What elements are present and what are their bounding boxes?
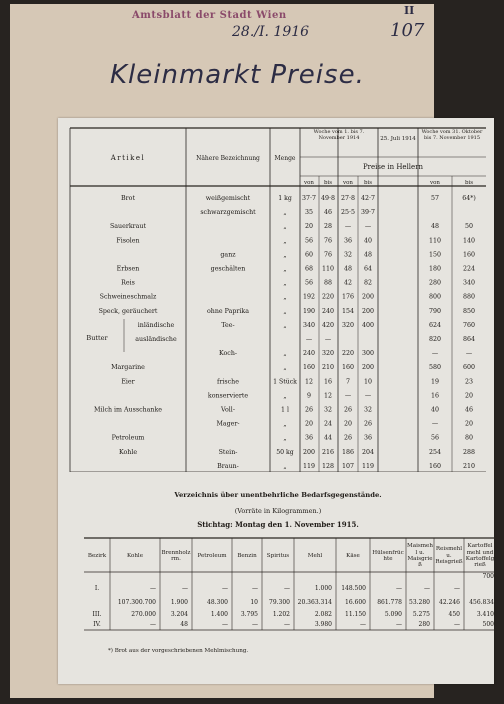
stock-header-label: Benzin — [237, 552, 257, 559]
stock-date: Stichtag: Montag den 1. November 1915. — [197, 520, 359, 529]
stock-cell: 280 — [418, 621, 430, 628]
stock-header-label: Käse — [346, 552, 360, 559]
price-cell: 790 — [428, 307, 442, 315]
stock-cell: — — [150, 621, 156, 628]
period-1-header: Woche vom 1. bis 7. November 1914 — [313, 129, 365, 141]
row-artikel: Sauerkraut — [109, 223, 147, 231]
price-cell: 320 — [341, 321, 355, 329]
col-naehere-header: Nähere Bezeichnung — [196, 155, 260, 162]
price-cell: 186 — [341, 448, 355, 456]
row-artikel: Erbsen — [116, 265, 140, 273]
price-cell: 32 — [323, 406, 333, 414]
price-rows — [94, 195, 476, 470]
price-cell: 40 — [363, 237, 373, 245]
handwritten-date: 28./I. 1916 — [232, 24, 310, 40]
row-bezeichnung: Koch- — [218, 350, 238, 358]
archive-stamp: Amtsblatt der Stadt Wien — [132, 10, 287, 21]
price-cell: 48 — [430, 223, 440, 231]
price-cell: 340 — [302, 321, 316, 329]
stock-header-label: Petroleum — [197, 552, 227, 559]
price-cell: 192 — [302, 293, 316, 301]
stock-cell: 1.202 — [272, 611, 290, 618]
price-cell: 12 — [304, 378, 314, 386]
stock-cell-bezirk: III. — [92, 611, 102, 618]
price-cell: 119 — [361, 462, 375, 470]
stock-cell: — — [454, 621, 460, 628]
stock-cell: 107.300.700 — [117, 599, 156, 606]
price-cell: 154 — [341, 307, 355, 315]
row-bezeichnung: Voll- — [221, 406, 235, 414]
price-cell: 210 — [462, 462, 476, 470]
price-cell: 400 — [361, 321, 375, 329]
price-cell: 300 — [361, 350, 375, 358]
price-cell: 220 — [321, 293, 335, 301]
price-cell: 600 — [462, 364, 476, 372]
price-cell: 224 — [462, 265, 476, 273]
price-cell: 288 — [462, 448, 476, 456]
stock-cell: 500 — [482, 621, 494, 628]
price-cell: 280 — [428, 279, 442, 287]
row-artikel: Schweineschmalz — [99, 293, 157, 301]
price-cell: — — [364, 223, 372, 231]
row-menge: 50 kg — [276, 448, 294, 456]
preise-header: Preise in Hellern — [362, 163, 424, 171]
stock-cell: — — [360, 621, 366, 628]
von-bis-headers — [303, 180, 473, 186]
row-menge: „ — [283, 462, 287, 470]
stock-header-cell — [161, 540, 191, 572]
bis-header: bis — [464, 180, 474, 186]
row-menge: „ — [283, 364, 287, 372]
price-cell: 76 — [323, 237, 333, 245]
price-cell: 220 — [341, 350, 355, 358]
butter-label: Butter — [86, 334, 108, 342]
row-menge: „ — [283, 321, 287, 329]
col-artikel-header: Artikel — [110, 154, 146, 162]
price-cell: 60 — [304, 251, 314, 259]
stock-cell: 3.980 — [314, 621, 332, 628]
stock-header-label: Spiritus — [266, 552, 290, 559]
stock-cell: 53.280 — [409, 599, 430, 606]
row-bezeichnung: schwarzgemischt — [200, 209, 256, 217]
row-artikel: Reis — [121, 279, 135, 287]
stock-cell: 270.000 — [131, 611, 156, 618]
price-cell: 25·5 — [340, 209, 356, 217]
row-menge: „ — [283, 237, 287, 245]
stock-cell: 20.363.314 — [297, 599, 332, 606]
price-cell: 64 — [363, 265, 373, 273]
price-cell: 48 — [363, 251, 373, 259]
row-menge: „ — [283, 265, 287, 273]
price-cell: 254 — [428, 448, 442, 456]
stock-header-label: Kartoffelmehl und Kartoffelgrieß — [465, 543, 495, 569]
footnote: *) Brot aus der vorgeschriebenen Mehlmischung. — [108, 648, 249, 654]
price-cell: 128 — [321, 462, 335, 470]
price-cell: 150 — [428, 251, 442, 259]
row-artikel: Kohle — [118, 448, 138, 456]
row-bezeichnung: frische — [217, 378, 239, 386]
stock-header-cell — [435, 540, 463, 572]
price-cell: 82 — [363, 279, 373, 287]
stock-cell: — — [222, 621, 228, 628]
price-cell: 80 — [464, 434, 474, 442]
price-cell: 42 — [343, 279, 353, 287]
row-artikel: Margarine — [111, 364, 145, 372]
price-cell: 850 — [462, 307, 476, 315]
price-cell: 20 — [304, 223, 314, 231]
price-cell: 160 — [341, 364, 355, 372]
period-3-header: Woche vom 31. Oktober bis 7. November 1915 — [421, 129, 483, 141]
stock-cell: 450 — [448, 611, 460, 618]
row-bezeichnung: konservierte — [207, 392, 249, 400]
price-cell: 88 — [323, 279, 333, 287]
stock-header-cell — [407, 540, 433, 572]
price-cell: 36 — [363, 434, 373, 442]
stock-cell: — — [424, 585, 430, 592]
price-cell: 35 — [304, 209, 314, 217]
price-cell: 32 — [363, 406, 373, 414]
stock-header-cell — [111, 540, 159, 572]
stock-cell: — — [396, 585, 402, 592]
row-artikel: Eier — [121, 378, 135, 386]
stock-cell: — — [454, 585, 460, 592]
stock-cell: 148.500 — [341, 585, 366, 592]
price-cell: 240 — [302, 350, 316, 358]
price-cell: 20 — [464, 420, 474, 428]
stock-cell: 1.000 — [314, 585, 332, 592]
price-cell: 200 — [361, 293, 375, 301]
price-cell: 200 — [361, 307, 375, 315]
price-cell: — — [344, 223, 352, 231]
price-cell: — — [305, 336, 313, 343]
stock-header-cell — [371, 540, 405, 572]
price-cell: 160 — [462, 251, 476, 259]
von-header: von — [304, 180, 314, 186]
price-cell: 107 — [341, 462, 355, 470]
price-cell: 24 — [323, 420, 333, 428]
stock-cell: 48.300 — [207, 599, 228, 606]
row-menge: „ — [283, 350, 287, 358]
row-bezeichnung: Mager- — [216, 420, 240, 428]
row-menge: „ — [283, 293, 287, 301]
stock-cell: — — [150, 585, 156, 592]
price-cell: 26 — [363, 420, 373, 428]
price-cell: 240 — [321, 307, 335, 315]
price-cell: 56 — [304, 237, 314, 245]
price-cell: 10 — [363, 378, 373, 386]
stock-cell: — — [284, 585, 290, 592]
stock-cell: 3.795 — [240, 611, 258, 618]
price-cell: 110 — [428, 237, 442, 245]
price-cell: 36 — [343, 237, 353, 245]
stock-headers — [85, 540, 495, 572]
stock-cell: 700 — [482, 573, 494, 580]
row-menge: „ — [283, 434, 287, 442]
stock-cell: 1.400 — [210, 611, 228, 618]
price-cell: 216 — [321, 448, 335, 456]
row-artikel: Speck, geräuchert — [98, 307, 158, 315]
row-menge: „ — [283, 307, 287, 315]
price-cell: 39·7 — [360, 209, 376, 217]
price-cell: 210 — [321, 364, 335, 372]
price-cell: 26 — [343, 434, 353, 442]
price-cell: 160 — [428, 462, 442, 470]
stock-cell: 48 — [180, 621, 188, 628]
price-cell: 16 — [323, 378, 333, 386]
von-header: von — [430, 180, 440, 186]
stock-header-label: Hülsenfrüchte — [372, 549, 404, 562]
stock-cell: — — [252, 621, 258, 628]
stock-cell: 2.082 — [314, 611, 332, 618]
price-cell: 64*) — [462, 195, 476, 202]
price-cell: 200 — [361, 364, 375, 372]
price-cell: 46 — [464, 406, 474, 414]
bis-header: bis — [363, 180, 373, 186]
price-cell: 119 — [302, 462, 316, 470]
stock-header-cell — [337, 540, 369, 572]
price-cell: 160 — [302, 364, 316, 372]
price-cell: 26 — [343, 406, 353, 414]
price-cell: 40 — [430, 406, 440, 414]
row-menge: „ — [283, 223, 287, 231]
stock-header-cell — [233, 540, 261, 572]
price-cell: 36 — [304, 434, 314, 442]
stock-cell: 42.246 — [439, 599, 460, 606]
stock-header-label: Maismehl u. Maisgrieß — [407, 543, 433, 569]
price-cell: — — [431, 420, 439, 428]
row-bezeichnung: Braun- — [217, 462, 239, 470]
stock-header-label: Brennholz rm. — [161, 549, 191, 562]
price-cell: 44 — [323, 434, 333, 442]
stock-cell-bezirk: I. — [94, 585, 100, 592]
stock-cell: 10 — [250, 599, 258, 606]
stock-cell: 79.300 — [269, 599, 290, 606]
stock-header-cell — [295, 540, 335, 572]
von-header: von — [343, 180, 353, 186]
stock-header-label: Mehl — [307, 552, 323, 559]
price-cell: 48 — [343, 265, 353, 273]
row-bezeichnung: Stein- — [218, 448, 238, 456]
stock-cell: 16.600 — [345, 599, 366, 606]
stock-cell: 456.834 — [469, 599, 494, 606]
price-cell: 340 — [462, 279, 476, 287]
col-menge-header: Menge — [274, 155, 296, 162]
stock-header-cell — [193, 540, 231, 572]
price-cell: 320 — [321, 350, 335, 358]
stock-header-cell — [263, 540, 293, 572]
price-cell: 27·8 — [340, 195, 356, 202]
stock-cell: — — [182, 585, 188, 592]
row-artikel: Brot — [121, 195, 135, 202]
stock-header-label: Reismehl u. Reisgrieß — [435, 546, 463, 566]
stock-cell: 11.150 — [345, 611, 366, 618]
price-cell: 49·8 — [320, 195, 336, 202]
price-cell: 760 — [462, 321, 476, 329]
price-cell: 580 — [428, 364, 442, 372]
price-cell: 624 — [428, 321, 442, 329]
row-menge: 1 Stück — [273, 378, 297, 386]
price-cell: 23 — [464, 378, 474, 386]
row-bezeichnung: Tee- — [221, 321, 235, 329]
stock-cell: — — [222, 585, 228, 592]
row-artikel: Milch im Ausschanke — [93, 406, 163, 414]
stock-table — [84, 534, 496, 642]
price-cell: 820 — [428, 336, 442, 343]
price-cell: 26 — [304, 406, 314, 414]
price-cell: 110 — [321, 265, 335, 273]
price-cell: 420 — [321, 321, 335, 329]
stock-cell: — — [284, 621, 290, 628]
stock-cell: 861.778 — [377, 599, 402, 606]
price-cell: 56 — [304, 279, 314, 287]
period-2-header: 25. Juli 1914 — [380, 136, 416, 142]
row-menge: „ — [283, 279, 287, 287]
price-cell: 57 — [430, 195, 440, 202]
row-artikel: Fisolen — [116, 237, 140, 245]
stock-header-label: Bezirk — [87, 552, 107, 559]
price-cell: 20 — [343, 420, 353, 428]
stock-cell: 3.410 — [476, 611, 494, 618]
price-cell: — — [364, 392, 372, 400]
price-cell: 32 — [343, 251, 353, 259]
stock-cell: — — [252, 585, 258, 592]
price-cell: 50 — [464, 223, 474, 231]
row-bezeichnung: ohne Paprika — [207, 307, 249, 315]
price-cell: — — [465, 350, 473, 358]
row-artikel: ausländische — [135, 336, 177, 343]
price-cell: 56 — [430, 434, 440, 442]
row-menge: 1 l — [281, 406, 289, 414]
price-cell: 7 — [345, 378, 351, 386]
price-cell: 68 — [304, 265, 314, 273]
price-cell: 200 — [302, 448, 316, 456]
price-cell: — — [431, 350, 439, 358]
price-cell: — — [344, 392, 352, 400]
price-cell: 16 — [430, 392, 440, 400]
price-cell: 46 — [323, 209, 333, 217]
row-menge: „ — [283, 251, 287, 259]
bis-header: bis — [323, 180, 333, 186]
row-menge: „ — [283, 392, 287, 400]
price-cell: 20 — [304, 420, 314, 428]
price-cell: 37·7 — [301, 195, 317, 202]
price-cell: 19 — [430, 378, 440, 386]
price-cell: 42·7 — [360, 195, 376, 202]
price-cell: 140 — [462, 237, 476, 245]
row-bezeichnung: weißgemischt — [205, 195, 251, 202]
price-cell: 204 — [361, 448, 375, 456]
price-cell: 176 — [341, 293, 355, 301]
price-cell: 9 — [306, 392, 312, 400]
row-menge: 1 kg — [278, 195, 292, 202]
price-cell: 880 — [462, 293, 476, 301]
handwritten-number: 107 — [390, 20, 425, 41]
price-cell: 180 — [428, 265, 442, 273]
handwritten-title: Kleinmarkt Preise. — [110, 60, 365, 90]
price-cell: — — [324, 336, 332, 343]
price-cell: 28 — [323, 223, 333, 231]
stock-cell: 5.090 — [384, 611, 402, 618]
price-table — [64, 124, 486, 472]
row-artikel: Petroleum — [111, 434, 145, 442]
row-bezeichnung: ganz — [220, 251, 236, 259]
stock-header-label: Kohle — [126, 552, 144, 559]
stock-cell: 3.204 — [170, 611, 188, 618]
corner-mark: II — [404, 4, 415, 17]
stock-header-cell — [85, 540, 109, 572]
stock-subtitle: (Vorräte in Kilogrammen.) — [234, 507, 322, 515]
stock-header-cell — [465, 540, 495, 572]
price-cell: 190 — [302, 307, 316, 315]
price-cell: 12 — [323, 392, 333, 400]
price-cell: 864 — [462, 336, 476, 343]
price-cell: 20 — [464, 392, 474, 400]
stock-title: Verzeichnis über unentbehrliche Bedarfsgegenstände. — [174, 491, 382, 499]
stock-cell: — — [396, 621, 402, 628]
price-cell: 76 — [323, 251, 333, 259]
row-menge: „ — [283, 420, 287, 428]
row-bezeichnung: geschälten — [210, 265, 246, 273]
stock-cell: 1.900 — [170, 599, 188, 606]
price-cell: 800 — [428, 293, 442, 301]
row-menge: „ — [283, 209, 287, 217]
stock-cell-bezirk: IV. — [93, 621, 101, 628]
row-artikel: inländische — [137, 321, 175, 329]
stock-cell: 5.275 — [412, 611, 430, 618]
